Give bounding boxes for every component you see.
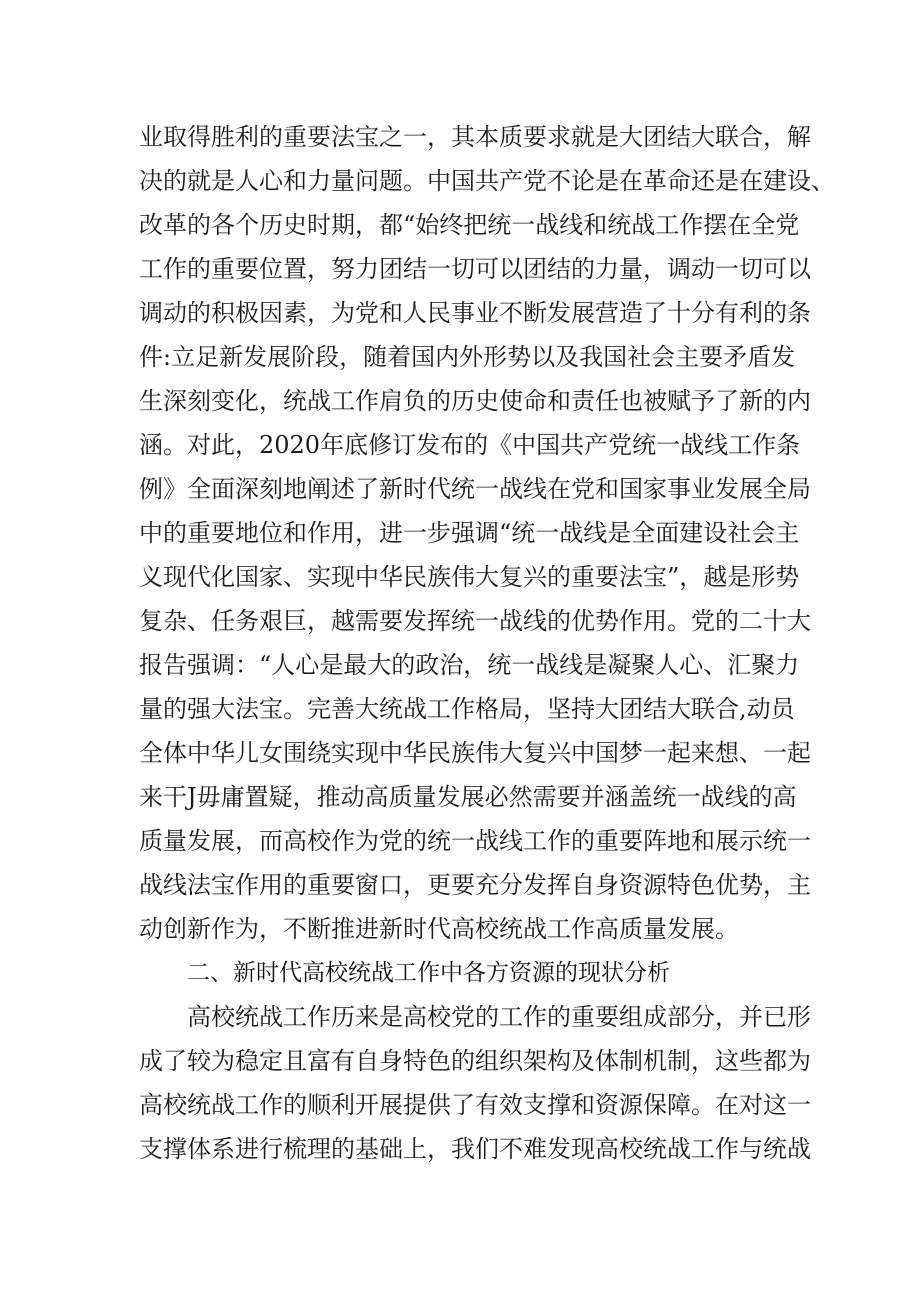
text-line: 工作的重要位置，努力团结一切可以团结的力量，调动一切可以 <box>139 255 811 283</box>
text-line: 高校统战工作历来是高校党的工作的重要组成部分，并已形 <box>187 1003 811 1031</box>
text-line: 中的重要地位和作用，进一步强调“统一战线是全面建设社会主 <box>139 519 800 547</box>
text-line: 战线法宝作用的重要窗口，更要充分发挥自身资源特色优势，主 <box>139 871 811 899</box>
text-line: 量的强大法宝。完善大统战工作格局，坚持大团结大联合,动员 <box>139 695 795 723</box>
paragraph-2 <box>139 995 811 1171</box>
text-line: 决的就是人心和力量问题。中国共产党不论是在革命还是在建设、 <box>139 167 835 195</box>
text-line: 生深刻变化，统战工作肩负的历史使命和责任也被赋予了新的内 <box>139 387 811 415</box>
text-line: 件:立足新发展阶段，随着国内外形势以及我国社会主要矛盾发 <box>139 343 796 371</box>
text-line: 义现代化国家、实现中华民族伟大复兴的重要法宝”，越是形势 <box>139 563 800 591</box>
text-line: 调动的积极因素，为党和人民事业不断发展营造了十分有利的条 <box>139 299 811 327</box>
text-line: 例》全面深刻地阐述了新时代统一战线在党和国家事业发展全局 <box>139 475 811 503</box>
text-line: 改革的各个历史时期，都“始终把统一战线和统战工作摆在全党 <box>139 211 800 239</box>
text-line: 支撑体系进行梳理的基础上，我们不难发现高校统战工作与统战 <box>139 1135 811 1163</box>
text-line: 来干J毋庸置疑，推动高质量发展必然需要并涵盖统一战线的高 <box>139 783 797 811</box>
text-line: 报告强调：“人心是最大的政治，统一战线是凝聚人心、汇聚力 <box>139 651 800 679</box>
text-line: 复杂、任务艰巨，越需要发挥统一战线的优势作用。党的二十大 <box>139 607 811 635</box>
text-line: 质量发展，而高校作为党的统一战线工作的重要阵地和展示统一 <box>139 827 811 855</box>
text-line: 涵。对此，2020年底修订发布的《中国共产党统一战线工作条 <box>139 431 801 459</box>
paragraph-1 <box>139 115 835 951</box>
text-line: 全体中华儿女围绕实现中华民族伟大复兴中国梦一起来想、一起 <box>139 739 811 767</box>
document-body <box>139 115 835 1171</box>
section-heading: 二、新时代高校统战工作中各方资源的现状分析 <box>187 960 670 986</box>
text-line: 成了较为稳定且富有自身特色的组织架构及体制机制，这些都为 <box>139 1047 811 1075</box>
text-line: 高校统战工作的顺利开展提供了有效支撑和资源保障。在对这一 <box>139 1091 811 1119</box>
text-line: 业取得胜利的重要法宝之一，其本质要求就是大团结大联合，解 <box>139 123 811 151</box>
text-line: 动创新作为，不断推进新时代高校统战工作高质量发展。 <box>139 915 739 943</box>
